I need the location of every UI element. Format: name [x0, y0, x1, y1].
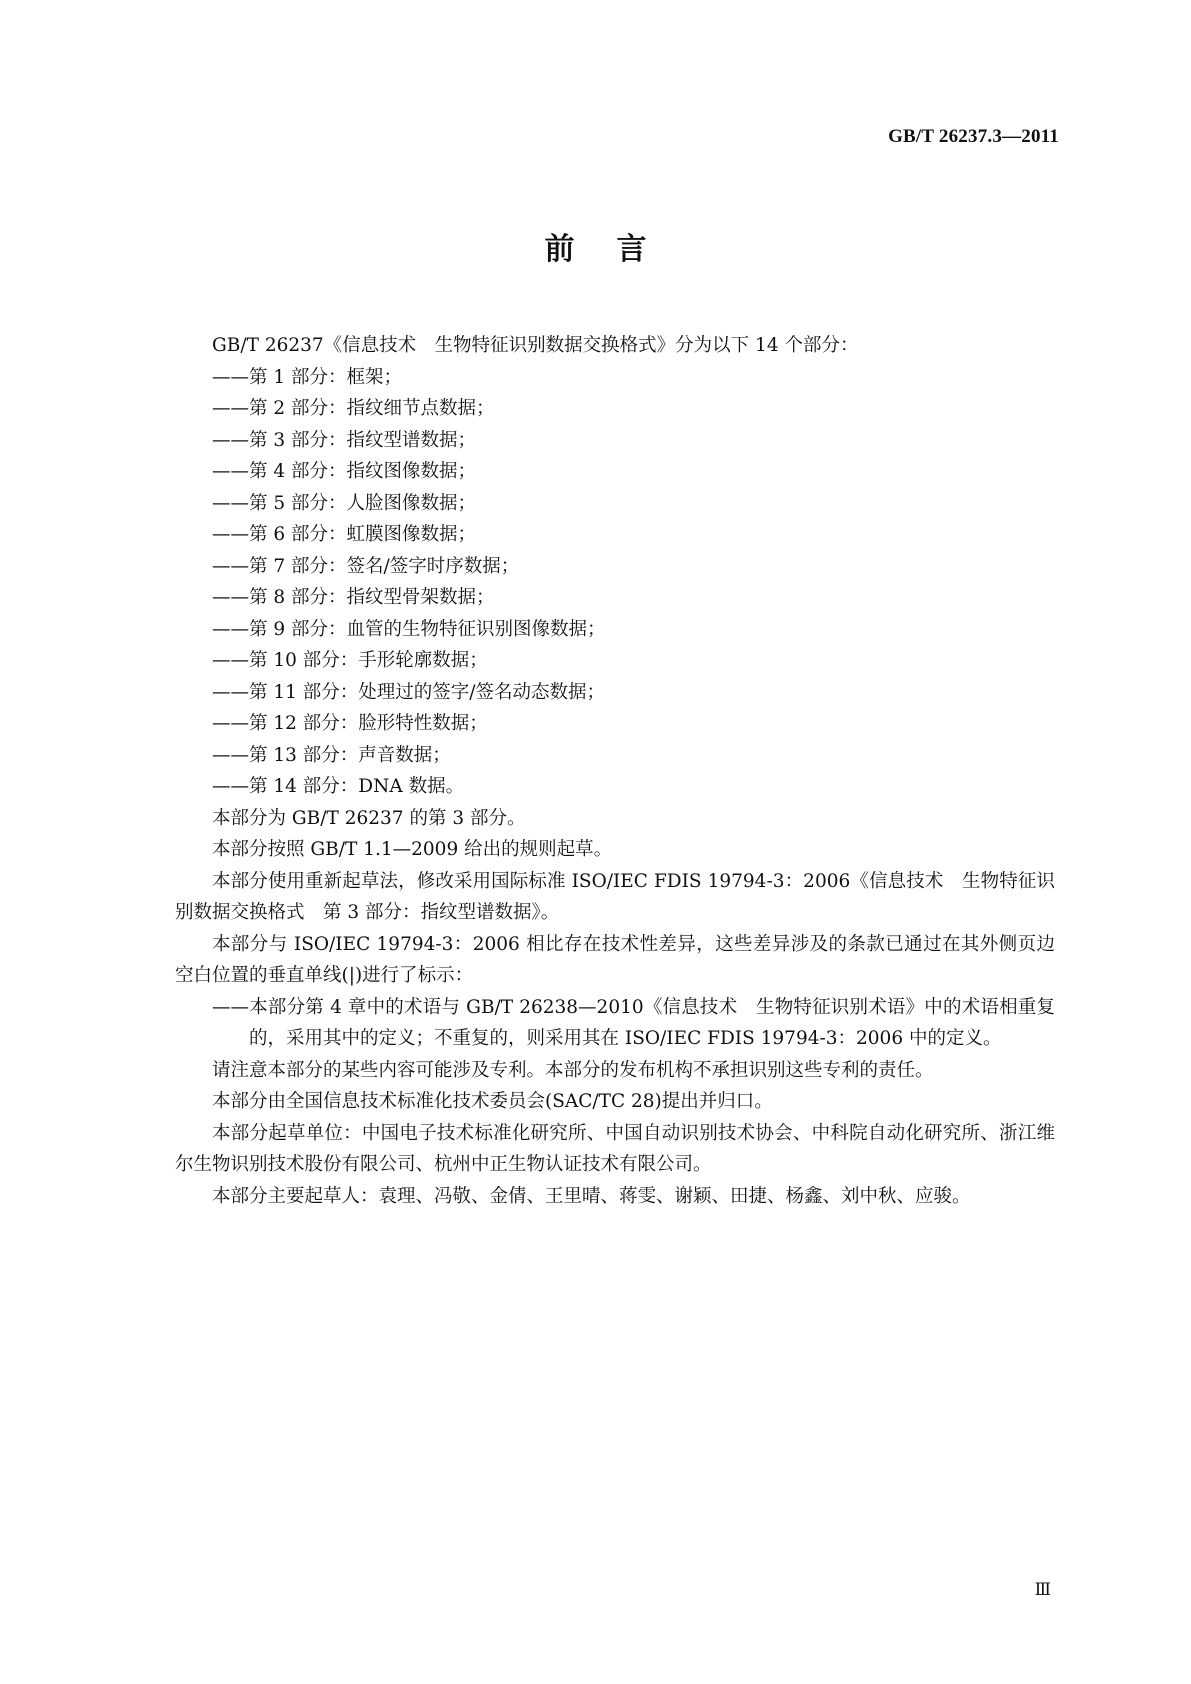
- list-item-part-13: ——第 13 部分：声音数据；: [212, 744, 451, 766]
- difference-list-item: ——本部分第 4 章中的术语与 GB/T 26238—2010《信息技术 生物特征识别术语》中的术语相重复的，采用其中的定义；不重复的，则采用其在 ISO/IEC FDIS 19794-3：2006 中的定义。: [212, 996, 1055, 1049]
- proposed-by-statement: 本部分由全国信息技术标准化技术委员会(SAC/TC 28)提出并归口。: [212, 1091, 773, 1112]
- foreword-body: [175, 330, 1055, 1212]
- page-title: 前言: [544, 232, 689, 267]
- list-item-part-14: ——第 14 部分：DNA 数据。: [212, 776, 465, 797]
- differences-statement: 本部分与 ISO/IEC 19794-3：2006 相比存在技术性差异，这些差异涉及的条款已通过在其外侧页边空白位置的垂直单线(|)进行了标示：: [175, 933, 1055, 986]
- intro-paragraph: GB/T 26237《信息技术 生物特征识别数据交换格式》分为以下 14 个部分：: [212, 335, 859, 356]
- drafters-statement: 本部分主要起草人：袁理、冯敬、金倩、王里晴、蒋雯、谢颖、田捷、杨鑫、刘中秋、应骏。: [212, 1185, 971, 1207]
- list-item-part-8: ——第 8 部分：指纹型骨架数据；: [212, 587, 495, 608]
- list-item-part-2: ——第 2 部分：指纹细节点数据；: [212, 398, 495, 419]
- list-item-part-10: ——第 10 部分：手形轮廓数据；: [212, 650, 488, 671]
- patent-statement: 请注意本部分的某些内容可能涉及专利。本部分的发布机构不承担识别这些专利的责任。: [212, 1059, 934, 1081]
- drafting-rules-statement: 本部分按照 GB/T 1.1—2009 给出的规则起草。: [212, 839, 613, 860]
- list-item-part-7: ——第 7 部分：签名/签字时序数据；: [212, 555, 520, 577]
- standard-code: GB/T 26237.3—2011: [888, 126, 1059, 147]
- part-of-statement: 本部分为 GB/T 26237 的第 3 部分。: [212, 807, 526, 829]
- list-item-part-11: ——第 11 部分：处理过的签字/签名动态数据；: [212, 681, 606, 703]
- drafting-units-statement: 本部分起草单位：中国电子技术标准化研究所、中国自动识别技术协会、中科院自动化研究所、浙江维尔生物识别技术股份有限公司、杭州中正生物认证技术有限公司。: [175, 1122, 1055, 1175]
- adoption-statement: 本部分使用重新起草法，修改采用国际标准 ISO/IEC FDIS 19794-3：2006《信息技术 生物特征识别数据交换格式 第 3 部分：指纹型谱数据》。: [175, 870, 1055, 923]
- page-number: Ⅲ: [1034, 1580, 1051, 1599]
- list-item-part-5: ——第 5 部分：人脸图像数据；: [212, 492, 477, 514]
- list-item-part-4: ——第 4 部分：指纹图像数据；: [212, 461, 477, 482]
- list-item-part-9: ——第 9 部分：血管的生物特征识别图像数据；: [212, 618, 606, 640]
- list-item-part-3: ——第 3 部分：指纹型谱数据；: [212, 429, 477, 451]
- list-item-part-1: ——第 1 部分：框架；: [212, 366, 403, 388]
- list-item-part-6: ——第 6 部分：虹膜图像数据；: [212, 524, 477, 545]
- list-item-part-12: ——第 12 部分：脸形特性数据；: [212, 713, 488, 734]
